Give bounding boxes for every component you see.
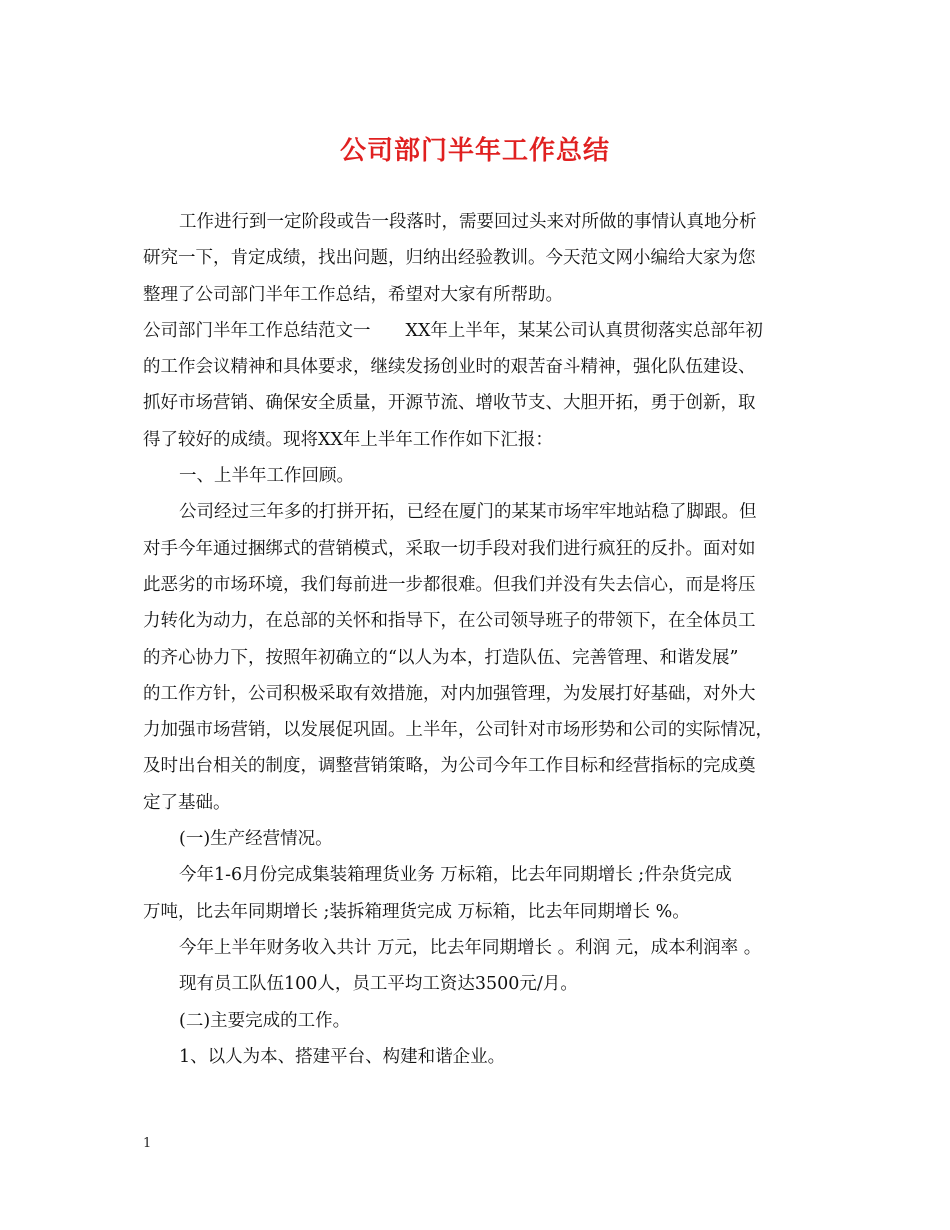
document-body xyxy=(143,204,807,1075)
paragraph-line: 此恶劣的市场环境，我们每前进一步都很难。但我们并没有失去信心，而是将压 xyxy=(143,574,756,595)
subsection-heading: (二)主要完成的工作。 xyxy=(179,1010,351,1031)
paragraph-line: 定了基础。 xyxy=(143,792,231,813)
paragraph-line: 的齐心协力下，按照年初确立的“以人为本，打造队伍、完善管理、和谐发展” xyxy=(143,647,739,668)
paragraph-line: 力转化为动力，在总部的关怀和指导下，在公司领导班子的带领下，在全体员工 xyxy=(143,611,756,632)
paragraph-line: 对手今年通过捆绑式的营销模式，采取一切手段对我们进行疯狂的反扑。面对如 xyxy=(143,538,756,559)
paragraph-line: 万吨，比去年同期增长 ;装拆箱理货完成 万标箱，比去年同期增长 %。 xyxy=(143,901,690,922)
section-heading: 一、上半年工作回顾。 xyxy=(179,466,354,487)
paragraph-line: 研究一下，肯定成绩，找出问题，归纳出经验教训。今天范文网小编给大家为您 xyxy=(143,248,756,269)
paragraph-line: 的工作方针，公司积极采取有效措施，对内加强管理，为发展打好基础，对外大 xyxy=(143,683,756,704)
list-item-heading: 1、以人为本、搭建平台、构建和谐企业。 xyxy=(179,1046,506,1067)
paragraph-line: 公司部门半年工作总结范文一 XX年上半年，某某公司认真贯彻落实总部年初 xyxy=(143,320,763,341)
paragraph-line: 得了较好的成绩。现将XX年上半年工作作如下汇报： xyxy=(143,429,553,450)
paragraph-line: 的工作会议精神和具体要求，继续发扬创业时的艰苦奋斗精神，强化队伍建设、 xyxy=(143,357,756,378)
paragraph-line: 工作进行到一定阶段或告一段落时，需要回过头来对所做的事情认真地分析 xyxy=(179,212,757,232)
paragraph-line: 整理了公司部门半年工作总结，希望对大家有所帮助。 xyxy=(143,284,563,305)
paragraph-line: 今年1-6月份完成集装箱理货业务 万标箱，比去年同期增长 ;件杂货完成 xyxy=(179,865,732,886)
paragraph-line: 现有员工队伍100人，员工平均工资达3500元/月。 xyxy=(179,974,578,995)
subsection-heading: (一)生产经营情况。 xyxy=(179,829,333,850)
paragraph-line: 及时出台相关的制度，调整营销策略，为公司今年工作目标和经营指标的完成奠 xyxy=(143,756,756,777)
paragraph-line: 抓好市场营销、确保安全质量，开源节流、增收节支、大胆开拓，勇于创新，取 xyxy=(143,393,756,414)
page-number: 1 xyxy=(143,1136,152,1151)
document-title: 公司部门半年工作总结 xyxy=(339,136,610,166)
paragraph-line: 力加强市场营销，以发展促巩固。上半年，公司针对市场形势和公司的实际情况， xyxy=(143,720,773,741)
paragraph-line: 公司经过三年多的打拼开拓，已经在厦门的某某市场牢牢地站稳了脚跟。但 xyxy=(179,502,757,523)
paragraph-line: 今年上半年财务收入共计 万元，比去年同期增长 。利润 元，成本利润率 。 xyxy=(179,937,762,958)
